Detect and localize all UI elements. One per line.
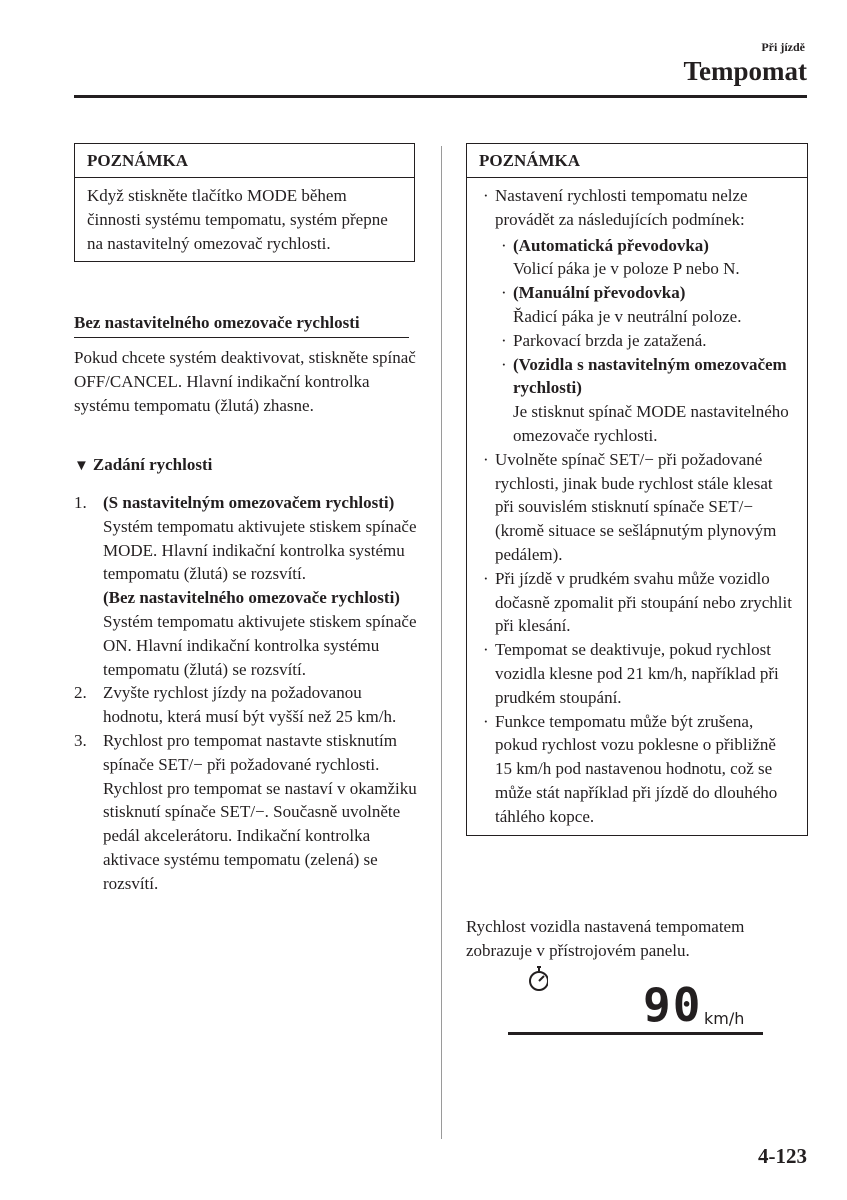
step-2 bbox=[74, 681, 419, 729]
instrument-display bbox=[508, 965, 763, 1040]
step-1-condition-b: (Bez nastavitelného omezovače rychlosti) bbox=[103, 588, 400, 608]
note-bullet-text: Při jízdě v prudkém svahu může vozidlo dočasně zpomalit při stoupání nebo zrychlit při klesání. bbox=[495, 568, 792, 636]
step-2-text: Zvyšte rychlost jízdy na požadovanou hodnotu, která musí být vyšší než 25 km/h. bbox=[103, 683, 397, 727]
note-bullet-text: Tempomat se deaktivuje, pokud rychlost vozidla klesne pod 21 km/h, například při prudkém stoupání. bbox=[495, 640, 779, 707]
column-divider bbox=[441, 146, 442, 1139]
speed-unit: km/h bbox=[704, 1009, 745, 1028]
note-bullet: · Funkce tempomatu může být zrušena, pokud rychlost vozu poklesne o přibližně 15 km/h pod nastavenou hodnotu, což se může stát například při jízdě do dlouhého táhlého kopce. bbox=[483, 711, 778, 826]
deactivate-paragraph: Pokud chcete systém deaktivovat, stiskněte spínač OFF/CANCEL. Hlavní indikační kontrolka systému tempomatu (žlutá) zhasne. bbox=[74, 348, 416, 415]
step-1-condition-a: (S nastavitelným omezovačem rychlosti) bbox=[103, 493, 395, 512]
step-number: 3. bbox=[74, 730, 87, 750]
note-bullet: · Tempomat se deaktivuje, pokud rychlost vozidla klesne pod 21 km/h, například při prudkém stoupání. bbox=[483, 640, 779, 707]
note-subitem: · (Vozidla s nastavitelným omezovačem rychlosti) Je stisknut spínač MODE nastavitelného omezovače rychlosti. bbox=[495, 353, 795, 448]
step-3-text: Rychlost pro tempomat nastavte stisknutím spínače SET/− při požadované rychlosti. Rychlost pro tempomat se nastaví v okamžiku stisknutí spínače SET/−. Současně uvolněte pedál akcelerátoru. Indikační kontrolka aktivace systému tempomatu (zelená) se rozsvítí. bbox=[103, 730, 417, 893]
page-number: 4-123 bbox=[758, 1144, 807, 1168]
set-speed-value: 90 bbox=[643, 978, 703, 1032]
subitem-condition: (Manuální převodovka) bbox=[513, 283, 686, 303]
note-box-left bbox=[74, 143, 415, 262]
step-number: 1. bbox=[74, 493, 87, 512]
note-bullet: · Nastavení rychlosti tempomatu nelze provádět za následujících podmínek: · (Automatická převodovka) Volicí páka je v poloze P nebo N. · (Manuální převodovka) Řadicí páka je v neutrální poloze. · Parkovací brzda je zatažená. · (Vozidla s nastavitelným omezovačem rychlosti) Je stisknut spínač MODE nastavitelného omezovače rychlosti. bbox=[479, 184, 795, 448]
page-title: Tempomat bbox=[683, 56, 807, 86]
subitem-text: Parkovací brzda je zatažená. bbox=[513, 330, 707, 350]
note-bullet: · Uvolněte spínač SET/− při požadované rychlosti, jinak bude rychlost stále klesat při souvislém stisknutí spínače SET/− (kromě situace se sešlápnutým plynovým pedálem). bbox=[483, 449, 777, 564]
step-1-text-a: Systém tempomatu aktivujete stiskem spínače MODE. Hlavní indikační kontrolka systému tempomatu (žlutá) se rozsvítí. bbox=[103, 516, 417, 584]
note-box-right bbox=[466, 143, 808, 836]
triangle-bullet-icon: ▼ bbox=[74, 458, 89, 474]
steps-list bbox=[74, 491, 419, 896]
subheading-without-limiter: Bez nastavitelného omezovače rychlosti bbox=[74, 312, 409, 338]
display-underline bbox=[508, 1032, 763, 1035]
note-subitem: · (Automatická převodovka) Volicí páka je v poloze P nebo N. bbox=[495, 234, 795, 282]
subitem-condition: (Vozidla s nastavitelným omezovačem rychlosti) bbox=[513, 354, 787, 398]
note-bullet-text: Funkce tempomatu může být zrušena, pokud rychlost vozu poklesne o přibližně 15 km/h pod nastavenou hodnotu, což se může stát například při jízdě do dlouhého táhlého kopce. bbox=[495, 711, 778, 826]
note-bullet: · Při jízdě v prudkém svahu může vozidlo dočasně zpomalit při stoupání nebo zrychlit při klesání. bbox=[483, 568, 792, 636]
subitem-text: Volicí páka je v poloze P nebo N. bbox=[513, 259, 740, 279]
note-heading: POZNÁMKA bbox=[75, 144, 414, 178]
step-1 bbox=[74, 491, 419, 681]
note-text: Když stiskněte tlačítko MODE během činnosti systému tempomatu, systém přepne na nastavitelný omezovač rychlosti. bbox=[87, 186, 388, 253]
step-1-text-b: Systém tempomatu aktivujete stiskem spínače ON. Hlavní indikační kontrolka systému tempomatu (žlutá) se rozsvítí. bbox=[103, 611, 417, 679]
note-subitem: · (Manuální převodovka) Řadicí páka je v neutrální poloze. bbox=[495, 281, 795, 329]
note-bullet-text: Nastavení rychlosti tempomatu nelze provádět za následujících podmínek: bbox=[495, 186, 748, 229]
section-heading-text: Zadání rychlosti bbox=[92, 455, 213, 474]
note-bullet-text: Uvolněte spínač SET/− při požadované rychlosti, jinak bude rychlost stále klesat při souvislém stisknutí spínače SET/− (kromě situace se sešlápnutým plynovým pedálem). bbox=[495, 449, 777, 564]
note-heading: POZNÁMKA bbox=[467, 144, 807, 178]
subitem-text: Je stisknut spínač MODE nastavitelného omezovače rychlosti. bbox=[513, 402, 789, 445]
subitem-condition: (Automatická převodovka) bbox=[513, 235, 709, 255]
step-3 bbox=[74, 729, 419, 896]
section-heading-set-speed bbox=[74, 453, 212, 478]
step-number: 2. bbox=[74, 683, 87, 703]
subitem-text: Řadicí páka je v neutrální poloze. bbox=[513, 306, 742, 326]
section-label: Při jízdě bbox=[761, 40, 805, 54]
header-rule bbox=[74, 95, 807, 98]
display-caption: Rychlost vozidla nastavená tempomatem zobrazuje v přístrojovém panelu. bbox=[466, 917, 745, 960]
note-subitem: · Parkovací brzda je zatažená. bbox=[495, 329, 795, 353]
cruise-control-speedometer-icon bbox=[508, 965, 548, 995]
